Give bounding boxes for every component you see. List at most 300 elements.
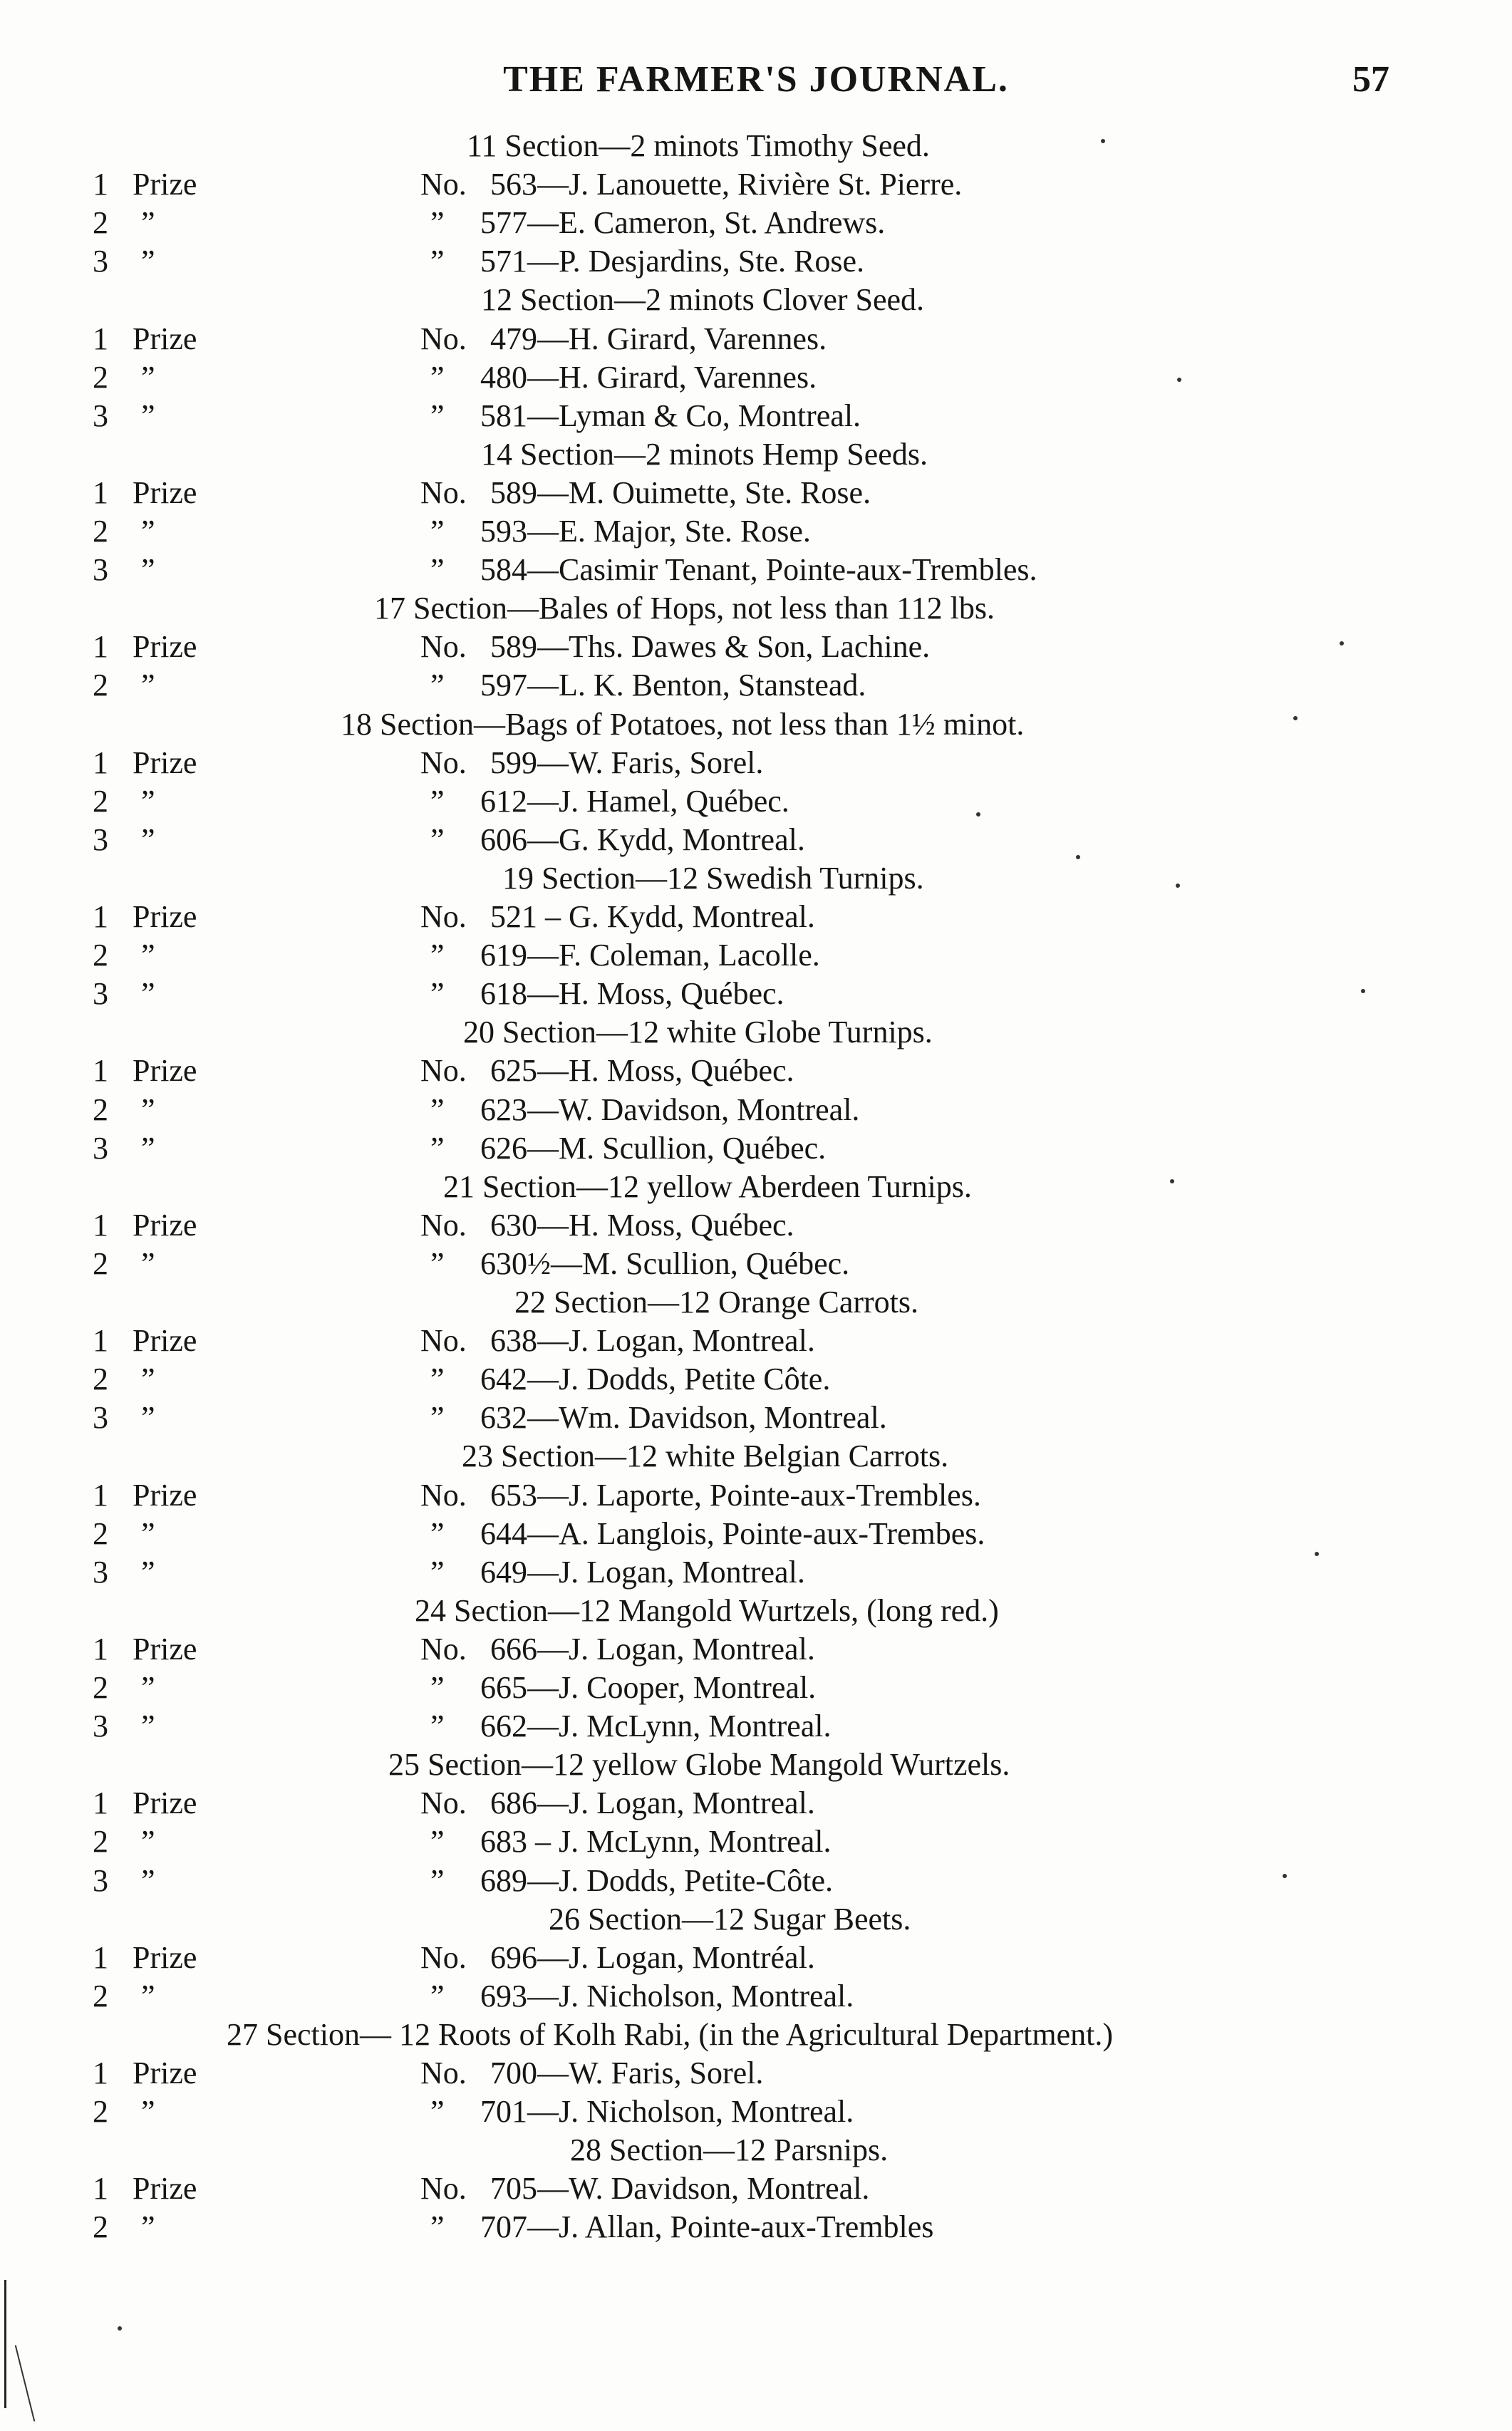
place-number: 3 bbox=[93, 1400, 108, 1436]
entry-text bbox=[420, 1823, 832, 1861]
exhibitor-name: M. Ouimette, Ste. Rose. bbox=[569, 475, 871, 510]
prize-place bbox=[93, 1399, 155, 1437]
exhibitor-name: E. Major, Ste. Rose. bbox=[559, 514, 811, 549]
entry-number: 630½ bbox=[480, 1245, 551, 1281]
prize-entry-row bbox=[0, 1052, 1512, 1090]
place-number: 1 bbox=[93, 1323, 108, 1359]
ink-speck bbox=[1101, 139, 1105, 143]
running-header: THE FARMER'S JOURNAL. bbox=[503, 59, 1009, 100]
entry-number: 589 bbox=[490, 629, 537, 665]
prize-entry-row bbox=[0, 782, 1512, 821]
place-number: 1 bbox=[93, 1939, 108, 1975]
place-number: 3 bbox=[93, 821, 108, 857]
entry-dash: — bbox=[527, 783, 559, 819]
place-number: 2 bbox=[93, 205, 108, 241]
section-heading-row bbox=[0, 2131, 1512, 2170]
section-heading: 21 Section—12 yellow Aberdeen Turnips. bbox=[443, 1168, 972, 1204]
entry-text bbox=[420, 2093, 854, 2131]
prize-place bbox=[93, 551, 155, 589]
entry-dash: — bbox=[527, 1092, 559, 1127]
ditto-mark: ” bbox=[430, 1709, 445, 1744]
section-heading-row bbox=[0, 705, 1512, 744]
entry-dash: — bbox=[527, 359, 559, 395]
entry-number: 666 bbox=[490, 1631, 537, 1667]
section-heading: 23 Section—12 white Belgian Carrots. bbox=[462, 1439, 949, 1474]
entry-text bbox=[420, 358, 817, 397]
prize-label: Prize bbox=[133, 475, 197, 510]
margin-mark bbox=[15, 2345, 36, 2421]
ink-speck bbox=[1177, 378, 1181, 382]
entry-text bbox=[420, 1784, 815, 1823]
entry-number: 642 bbox=[480, 1362, 527, 1397]
entry-text bbox=[420, 397, 861, 435]
prize-entry-row bbox=[0, 898, 1512, 936]
prize-place bbox=[93, 397, 155, 435]
number-label: No. bbox=[420, 1631, 467, 1667]
section-heading: 19 Section—12 Swedish Turnips. bbox=[502, 860, 924, 896]
entry-dash: – bbox=[527, 1824, 559, 1860]
entry-number: 705 bbox=[490, 2171, 537, 2207]
prize-place bbox=[93, 1360, 155, 1399]
entry-text bbox=[420, 204, 885, 242]
prize-place bbox=[93, 1515, 155, 1553]
prize-entry-row bbox=[0, 1360, 1512, 1399]
prize-label: Prize bbox=[133, 321, 197, 356]
exhibitor-name: W. Davidson, Montreal. bbox=[569, 2171, 870, 2207]
prize-entry-row bbox=[0, 1784, 1512, 1823]
prize-place bbox=[93, 2208, 155, 2246]
ditto-mark: ” bbox=[141, 205, 155, 241]
exhibitor-name: J. Logan, Montreal. bbox=[569, 1785, 815, 1821]
prize-entry-row bbox=[0, 204, 1512, 242]
entry-text bbox=[420, 1476, 981, 1515]
prize-label: Prize bbox=[133, 1207, 197, 1243]
exhibitor-name: W. Davidson, Montreal. bbox=[559, 1092, 860, 1127]
exhibitor-name: G. Kydd, Montreal. bbox=[569, 899, 815, 934]
prize-label: Prize bbox=[133, 167, 197, 202]
prize-place bbox=[93, 1091, 155, 1129]
prize-entry-row bbox=[0, 744, 1512, 782]
ditto-mark: ” bbox=[141, 1400, 155, 1436]
ink-speck bbox=[1076, 855, 1080, 859]
section-heading-row bbox=[0, 1013, 1512, 1052]
entry-text bbox=[420, 1091, 859, 1129]
place-number: 1 bbox=[93, 321, 108, 356]
prize-label: Prize bbox=[133, 2171, 197, 2207]
ditto-mark: ” bbox=[141, 1515, 155, 1551]
entry-number: 618 bbox=[480, 976, 527, 1012]
entry-number: 626 bbox=[480, 1130, 527, 1166]
place-number: 2 bbox=[93, 2209, 108, 2245]
prize-entry-row bbox=[0, 1823, 1512, 1861]
ditto-mark: ” bbox=[141, 2094, 155, 2130]
prize-place bbox=[93, 666, 155, 705]
entry-dash: – bbox=[537, 899, 569, 934]
ditto-mark: ” bbox=[141, 668, 155, 703]
place-number: 1 bbox=[93, 2056, 108, 2090]
section-heading: 25 Section—12 yellow Globe Mangold Wurtzels. bbox=[388, 1747, 1010, 1783]
entry-number: 593 bbox=[480, 514, 527, 549]
ditto-mark: ” bbox=[430, 205, 445, 241]
prize-place bbox=[93, 1476, 197, 1515]
ink-speck bbox=[1293, 716, 1298, 720]
place-number: 1 bbox=[93, 1477, 108, 1513]
prize-place bbox=[93, 358, 155, 397]
entry-dash: — bbox=[527, 1709, 559, 1744]
prize-place bbox=[93, 242, 155, 281]
entry-dash: — bbox=[551, 1245, 582, 1281]
prize-entry-row bbox=[0, 1399, 1512, 1437]
ditto-mark: ” bbox=[430, 1978, 445, 2013]
section-heading-row bbox=[0, 435, 1512, 474]
entry-number: 683 bbox=[480, 1824, 527, 1860]
prize-place bbox=[93, 1823, 155, 1861]
prize-place bbox=[93, 320, 197, 358]
place-number: 1 bbox=[93, 745, 108, 780]
place-number: 2 bbox=[93, 359, 108, 395]
exhibitor-name: Ths. Dawes & Son, Lachine. bbox=[569, 629, 931, 665]
prize-entry-row bbox=[0, 1206, 1512, 1245]
ditto-mark: ” bbox=[141, 1978, 155, 2013]
entry-number: 479 bbox=[490, 321, 537, 356]
prize-place bbox=[93, 204, 155, 242]
prize-entry-row bbox=[0, 165, 1512, 204]
place-number: 3 bbox=[93, 244, 108, 279]
entry-dash: — bbox=[537, 1785, 569, 1821]
place-number: 1 bbox=[93, 629, 108, 665]
place-number: 2 bbox=[93, 1978, 108, 2013]
place-number: 3 bbox=[93, 1862, 108, 1898]
exhibitor-name: J. Logan, Montreal. bbox=[569, 1323, 815, 1359]
ink-speck bbox=[1361, 989, 1365, 993]
prize-entry-row bbox=[0, 551, 1512, 589]
number-label: No. bbox=[420, 167, 467, 202]
entry-dash: — bbox=[527, 1978, 559, 2013]
number-label: No. bbox=[420, 1785, 467, 1821]
ditto-mark: ” bbox=[141, 976, 155, 1012]
exhibitor-name: W. Faris, Sorel. bbox=[569, 745, 764, 780]
ditto-mark: ” bbox=[430, 359, 445, 395]
ditto-mark: ” bbox=[430, 1400, 445, 1436]
entry-number: 581 bbox=[480, 398, 527, 433]
place-number: 1 bbox=[93, 899, 108, 934]
entry-text bbox=[420, 320, 827, 358]
entry-dash: — bbox=[527, 205, 559, 241]
place-number: 2 bbox=[93, 1824, 108, 1860]
entry-text bbox=[420, 936, 820, 975]
entry-number: 577 bbox=[480, 205, 527, 241]
prize-label: Prize bbox=[133, 2056, 197, 2090]
ink-speck bbox=[1340, 641, 1344, 646]
margin-mark bbox=[4, 2280, 6, 2408]
place-number: 2 bbox=[93, 1670, 108, 1705]
place-number: 2 bbox=[93, 938, 108, 973]
ditto-mark: ” bbox=[430, 1824, 445, 1860]
prize-place bbox=[93, 628, 197, 666]
entry-dash: — bbox=[527, 1554, 559, 1590]
section-heading-row bbox=[0, 1746, 1512, 1784]
exhibitor-name: H. Girard, Varennes. bbox=[559, 359, 817, 395]
prize-place bbox=[93, 1939, 197, 1977]
section-heading-row bbox=[0, 1592, 1512, 1630]
prize-label: Prize bbox=[133, 1477, 197, 1513]
entry-dash: — bbox=[537, 1207, 569, 1243]
section-heading-row bbox=[0, 1437, 1512, 1476]
ditto-mark: ” bbox=[141, 821, 155, 857]
ditto-mark: ” bbox=[141, 514, 155, 549]
section-heading-row bbox=[0, 1900, 1512, 1939]
place-number: 3 bbox=[93, 398, 108, 433]
entry-text bbox=[420, 2208, 933, 2246]
entry-dash: — bbox=[537, 321, 569, 356]
entry-dash: — bbox=[527, 1670, 559, 1705]
ink-speck bbox=[1283, 1874, 1287, 1878]
prize-entry-row bbox=[0, 628, 1512, 666]
entry-text bbox=[420, 628, 930, 666]
prize-place bbox=[93, 1784, 197, 1823]
entry-number: 638 bbox=[490, 1323, 537, 1359]
section-heading: 26 Section—12 Sugar Beets. bbox=[549, 1901, 911, 1937]
section-heading: 24 Section—12 Mangold Wurtzels, (long red.) bbox=[415, 1592, 999, 1628]
entry-text bbox=[420, 1245, 849, 1283]
prize-label: Prize bbox=[133, 1939, 197, 1975]
entry-dash: — bbox=[537, 167, 569, 202]
place-number: 2 bbox=[93, 514, 108, 549]
entry-text bbox=[420, 744, 763, 782]
place-number: 2 bbox=[93, 1092, 108, 1127]
exhibitor-name: E. Cameron, St. Andrews. bbox=[559, 205, 886, 241]
place-number: 3 bbox=[93, 976, 108, 1012]
place-number: 1 bbox=[93, 1207, 108, 1243]
prize-entry-row bbox=[0, 474, 1512, 512]
number-label: No. bbox=[420, 1939, 467, 1975]
exhibitor-name: M. Scullion, Québec. bbox=[582, 1245, 850, 1281]
exhibitor-name: J. Dodds, Petite Côte. bbox=[559, 1362, 831, 1397]
ditto-mark: ” bbox=[141, 1092, 155, 1127]
ink-speck bbox=[1176, 883, 1180, 888]
entry-text bbox=[420, 821, 805, 859]
ditto-mark: ” bbox=[430, 1554, 445, 1590]
ditto-mark: ” bbox=[141, 398, 155, 433]
section-heading-row bbox=[0, 1283, 1512, 1322]
prize-place bbox=[93, 1245, 155, 1283]
prize-entry-row bbox=[0, 1091, 1512, 1129]
number-label: No. bbox=[420, 321, 467, 356]
ditto-mark: ” bbox=[141, 1824, 155, 1860]
prize-entry-row bbox=[0, 358, 1512, 397]
entry-dash: — bbox=[527, 938, 559, 973]
prize-entry-row bbox=[0, 2208, 1512, 2246]
prize-entry-row bbox=[0, 1322, 1512, 1360]
ditto-mark: ” bbox=[430, 668, 445, 703]
ditto-mark: ” bbox=[141, 1862, 155, 1898]
entry-dash: — bbox=[537, 1323, 569, 1359]
prize-entry-row bbox=[0, 1977, 1512, 2016]
entry-number: 630 bbox=[490, 1207, 537, 1243]
place-number: 1 bbox=[93, 167, 108, 202]
place-number: 1 bbox=[93, 1785, 108, 1821]
exhibitor-name: J. Logan, Montreal. bbox=[559, 1554, 805, 1590]
entry-number: 584 bbox=[480, 552, 527, 588]
prize-entry-row bbox=[0, 397, 1512, 435]
entry-dash: — bbox=[537, 629, 569, 665]
exhibitor-name: J. Logan, Montreal. bbox=[569, 1631, 815, 1667]
section-heading-row bbox=[0, 281, 1512, 319]
entry-dash: — bbox=[527, 2094, 559, 2130]
exhibitor-name: Wm. Davidson, Montreal. bbox=[559, 1400, 887, 1436]
number-label: No. bbox=[420, 2171, 467, 2207]
entry-text bbox=[420, 1129, 826, 1168]
place-number: 1 bbox=[93, 1631, 108, 1667]
prize-place bbox=[93, 1707, 155, 1746]
entry-text bbox=[420, 1630, 815, 1669]
section-heading-row bbox=[0, 859, 1512, 898]
ink-speck bbox=[1315, 1552, 1319, 1556]
prize-place bbox=[93, 474, 197, 512]
ditto-mark: ” bbox=[430, 1515, 445, 1551]
prize-entry-row bbox=[0, 2093, 1512, 2131]
prize-entry-row bbox=[0, 1862, 1512, 1900]
entry-number: 480 bbox=[480, 359, 527, 395]
place-number: 2 bbox=[93, 668, 108, 703]
prize-entry-row bbox=[0, 1707, 1512, 1746]
entry-number: 597 bbox=[480, 668, 527, 703]
place-number: 2 bbox=[93, 1362, 108, 1397]
exhibitor-name: J. McLynn, Montreal. bbox=[559, 1709, 832, 1744]
entry-dash: — bbox=[537, 475, 569, 510]
prize-place bbox=[93, 936, 155, 975]
ditto-mark: ” bbox=[430, 1862, 445, 1898]
entry-dash: — bbox=[527, 821, 559, 857]
exhibitor-name: H. Girard, Varennes. bbox=[569, 321, 827, 356]
ditto-mark: ” bbox=[430, 1670, 445, 1705]
exhibitor-name: W. Faris, Sorel. bbox=[569, 2056, 764, 2090]
exhibitor-name: Lyman & Co, Montreal. bbox=[559, 398, 861, 433]
entry-dash: — bbox=[527, 976, 559, 1012]
entry-text bbox=[420, 975, 785, 1013]
ditto-mark: ” bbox=[430, 552, 445, 588]
ditto-mark: ” bbox=[430, 821, 445, 857]
ditto-mark: ” bbox=[141, 1670, 155, 1705]
number-label: No. bbox=[420, 629, 467, 665]
prize-place bbox=[93, 1669, 155, 1707]
entry-dash: — bbox=[537, 1477, 569, 1513]
entry-dash: — bbox=[527, 398, 559, 433]
section-heading: 27 Section— 12 Roots of Kolh Rabi, (in the Agricultural Department.) bbox=[227, 2016, 1114, 2052]
prize-entry-row bbox=[0, 1129, 1512, 1168]
entry-text bbox=[420, 551, 1037, 589]
entry-number: 632 bbox=[480, 1400, 527, 1436]
exhibitor-name: M. Scullion, Québec. bbox=[559, 1130, 827, 1166]
ditto-mark: ” bbox=[141, 1554, 155, 1590]
prize-entry-row bbox=[0, 512, 1512, 551]
entry-dash: — bbox=[527, 552, 559, 588]
entry-dash: — bbox=[537, 1631, 569, 1667]
prize-entry-row bbox=[0, 1939, 1512, 1977]
ditto-mark: ” bbox=[430, 2209, 445, 2245]
place-number: 2 bbox=[93, 2094, 108, 2130]
exhibitor-name: P. Desjardins, Ste. Rose. bbox=[559, 244, 864, 279]
prize-entry-row bbox=[0, 666, 1512, 705]
entry-dash: — bbox=[527, 514, 559, 549]
entry-text bbox=[420, 1669, 816, 1707]
prize-place bbox=[93, 1630, 197, 1669]
entry-text bbox=[420, 1322, 815, 1360]
prize-entry-row bbox=[0, 1245, 1512, 1283]
ditto-mark: ” bbox=[430, 783, 445, 819]
entry-number: 665 bbox=[480, 1670, 527, 1705]
ditto-mark: ” bbox=[141, 783, 155, 819]
prize-entry-row bbox=[0, 1669, 1512, 1707]
entry-text bbox=[420, 1977, 854, 2016]
prize-label: Prize bbox=[133, 899, 197, 934]
entry-number: 649 bbox=[480, 1554, 527, 1590]
exhibitor-name: J. Nicholson, Montreal. bbox=[559, 2094, 854, 2130]
ditto-mark: ” bbox=[430, 398, 445, 433]
ditto-mark: ” bbox=[141, 1245, 155, 1281]
ditto-mark: ” bbox=[430, 1245, 445, 1281]
prize-place bbox=[93, 1052, 197, 1090]
place-number: 2 bbox=[93, 783, 108, 819]
place-number: 3 bbox=[93, 1709, 108, 1744]
number-label: No. bbox=[420, 745, 467, 780]
entry-dash: — bbox=[537, 2171, 569, 2207]
number-label: No. bbox=[420, 2056, 467, 2090]
entry-number: 563 bbox=[490, 167, 537, 202]
exhibitor-name: H. Moss, Québec. bbox=[559, 976, 785, 1012]
exhibitor-name: J. Cooper, Montreal. bbox=[559, 1670, 817, 1705]
exhibitor-name: H. Moss, Québec. bbox=[569, 1207, 794, 1243]
prize-entry-row bbox=[0, 1630, 1512, 1669]
number-label: No. bbox=[420, 1477, 467, 1513]
entry-dash: — bbox=[527, 244, 559, 279]
ditto-mark: ” bbox=[141, 552, 155, 588]
place-number: 1 bbox=[93, 475, 108, 510]
ditto-mark: ” bbox=[141, 938, 155, 973]
place-number: 2 bbox=[93, 1245, 108, 1281]
entry-text bbox=[420, 1553, 805, 1592]
section-heading: 14 Section—2 minots Hemp Seeds. bbox=[481, 436, 928, 472]
entry-dash: — bbox=[527, 1862, 559, 1898]
prize-place bbox=[93, 1553, 155, 1592]
section-heading-row bbox=[0, 127, 1512, 165]
entry-text bbox=[420, 782, 789, 821]
entry-dash: — bbox=[527, 2209, 559, 2245]
ditto-mark: ” bbox=[141, 1130, 155, 1166]
exhibitor-name: A. Langlois, Pointe-aux-Trembes. bbox=[559, 1515, 985, 1551]
ditto-mark: ” bbox=[430, 1130, 445, 1166]
prize-entry-row bbox=[0, 936, 1512, 975]
number-label: No. bbox=[420, 899, 467, 934]
entry-number: 689 bbox=[480, 1862, 527, 1898]
entry-number: 606 bbox=[480, 821, 527, 857]
ink-speck bbox=[1170, 1179, 1174, 1183]
entry-number: 619 bbox=[480, 938, 527, 973]
section-heading: 28 Section—12 Parsnips. bbox=[570, 2132, 889, 2168]
entry-text bbox=[420, 898, 815, 936]
ditto-mark: ” bbox=[430, 1092, 445, 1127]
entry-dash: — bbox=[527, 1130, 559, 1166]
section-heading: 17 Section—Bales of Hops, not less than 112 lbs. bbox=[374, 591, 995, 626]
entry-text bbox=[420, 1360, 830, 1399]
prize-entry-row bbox=[0, 242, 1512, 281]
place-number: 3 bbox=[93, 1554, 108, 1590]
prize-entry-row bbox=[0, 975, 1512, 1013]
entry-dash: — bbox=[537, 1053, 569, 1089]
prize-place bbox=[93, 1977, 155, 2016]
ditto-mark: ” bbox=[430, 514, 445, 549]
prize-place bbox=[93, 2093, 155, 2131]
